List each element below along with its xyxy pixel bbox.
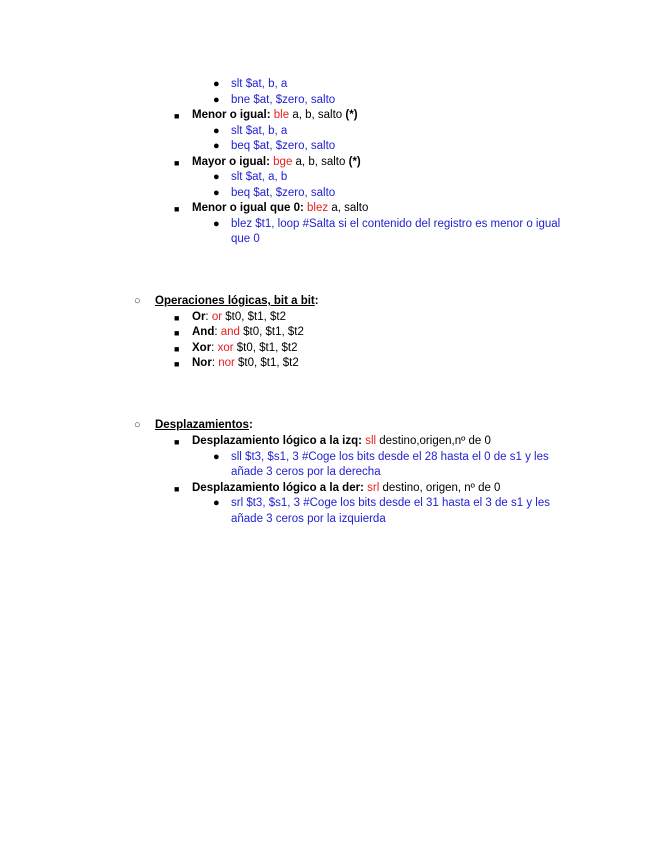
text-line: [231, 186, 335, 202]
square-bullet-icon: ■: [174, 437, 180, 447]
text-segment-red: and: [220, 326, 240, 338]
text-line: [192, 108, 358, 124]
dot-bullet-icon: ●: [213, 497, 220, 509]
text-segment-plain: :: [211, 342, 218, 354]
text-segment-blue: sll $t3, $s1, 3 #Coge los bits desde el 28 hasta el 0 de s1 y les: [231, 451, 549, 463]
text-segment-plain: :: [214, 326, 221, 338]
text-line: [231, 217, 560, 233]
text-segment-plain: $t0, $t1, $t2: [233, 342, 298, 354]
text-segment-plain: :: [205, 311, 212, 323]
text-segment-uline: Operaciones lógicas, bit a bit: [155, 295, 315, 307]
text-segment-blue: beq $at, $zero, salto: [231, 140, 336, 152]
dot-bullet-icon: ●: [213, 218, 220, 230]
text-line: [231, 450, 549, 466]
text-line: [192, 481, 500, 497]
text-segment-blue: bne $at, $zero, salto: [231, 94, 336, 106]
text-segment-blue: añade 3 ceros por la derecha: [231, 466, 381, 478]
square-bullet-icon: ■: [174, 158, 180, 168]
text-segment-red: bge: [273, 156, 293, 168]
text-line: [192, 356, 299, 372]
dot-bullet-icon: ●: [213, 94, 220, 106]
text-segment-plain: $t0, $t1, $t2: [234, 357, 299, 369]
text-line: [192, 310, 286, 326]
dot-bullet-icon: ●: [213, 125, 220, 137]
square-bullet-icon: ■: [174, 359, 180, 369]
text-segment-bold: Xor: [192, 342, 212, 354]
text-line: [155, 294, 319, 310]
text-segment-blue: añade 3 ceros por la izquierda: [231, 513, 386, 525]
square-bullet-icon: ■: [174, 484, 180, 494]
square-bullet-icon: ■: [174, 204, 180, 214]
text-line: [192, 434, 491, 450]
text-segment-blue: srl $t3, $s1, 3 #Coge los bits desde el 31 hasta el 3 de s1 y les: [231, 497, 550, 509]
text-segment-plain: destino,origen,nº de 0: [376, 435, 491, 447]
text-segment-bold: And: [192, 326, 215, 338]
text-segment-bold: Desplazamiento lógico a la der:: [192, 482, 368, 494]
text-segment-bold: Menor o igual:: [192, 109, 274, 121]
text-segment-red: or: [211, 311, 223, 323]
text-line: [231, 512, 386, 528]
text-segment-blue: blez $t1, loop #Salta si el contenido del registro es menor o igual: [231, 218, 561, 230]
text-segment-blue: beq $at, $zero, salto: [231, 187, 336, 199]
text-line: [231, 139, 335, 155]
text-line: [155, 418, 253, 434]
dot-bullet-icon: ●: [213, 78, 220, 90]
text-line: [231, 232, 260, 248]
square-bullet-icon: ■: [174, 344, 180, 354]
text-segment-plain: a, b, salto: [292, 156, 349, 168]
text-segment-plain: $t0, $t1, $t2: [239, 326, 304, 338]
dot-bullet-icon: ●: [213, 140, 220, 152]
dot-bullet-icon: ●: [213, 451, 220, 463]
text-segment-bold: Or: [192, 311, 206, 323]
text-segment-bold: Desplazamiento lógico a la izq:: [192, 435, 366, 447]
text-line: [192, 325, 304, 341]
square-bullet-icon: ■: [174, 313, 180, 323]
text-segment-bold: (*): [345, 109, 358, 121]
square-bullet-icon: ■: [174, 328, 180, 338]
text-segment-red: nor: [218, 357, 235, 369]
text-segment-bold: (*): [348, 156, 361, 168]
dot-bullet-icon: ●: [213, 187, 220, 199]
text-segment-blue: slt $at, a, b: [231, 171, 288, 183]
dot-bullet-icon: ●: [213, 171, 220, 183]
text-line: [231, 93, 335, 109]
text-segment-bold: Mayor o igual:: [192, 156, 274, 168]
text-segment-bold: :: [248, 419, 253, 431]
text-segment-plain: :: [211, 357, 219, 369]
text-segment-blue: que 0: [231, 233, 260, 245]
text-line: [231, 77, 287, 93]
circle-bullet-icon: ○: [134, 419, 141, 431]
text-segment-uline: Desplazamientos: [155, 419, 249, 431]
text-segment-red: srl: [367, 482, 380, 494]
text-segment-plain: a, salto: [328, 202, 369, 214]
text-segment-red: ble: [273, 109, 290, 121]
text-segment-red: sll: [365, 435, 377, 447]
text-segment-blue: slt $at, b, a: [231, 78, 288, 90]
text-segment-plain: a, b, salto: [289, 109, 346, 121]
text-segment-bold: Nor: [192, 357, 212, 369]
text-segment-red: blez: [307, 202, 329, 214]
text-line: [231, 496, 550, 512]
text-segment-blue: slt $at, b, a: [231, 125, 288, 137]
text-line: [231, 170, 287, 186]
text-segment-bold: :: [314, 295, 319, 307]
text-segment-red: xor: [217, 342, 234, 354]
text-line: [192, 341, 297, 357]
square-bullet-icon: ■: [174, 111, 180, 121]
text-segment-bold: Menor o igual que 0:: [192, 202, 308, 214]
text-line: [231, 124, 287, 140]
text-line: [192, 201, 368, 217]
text-line: [192, 155, 361, 171]
text-line: [231, 465, 381, 481]
text-segment-plain: $t0, $t1, $t2: [222, 311, 286, 323]
circle-bullet-icon: ○: [134, 295, 141, 307]
text-segment-plain: destino, origen, nº de 0: [379, 482, 501, 494]
